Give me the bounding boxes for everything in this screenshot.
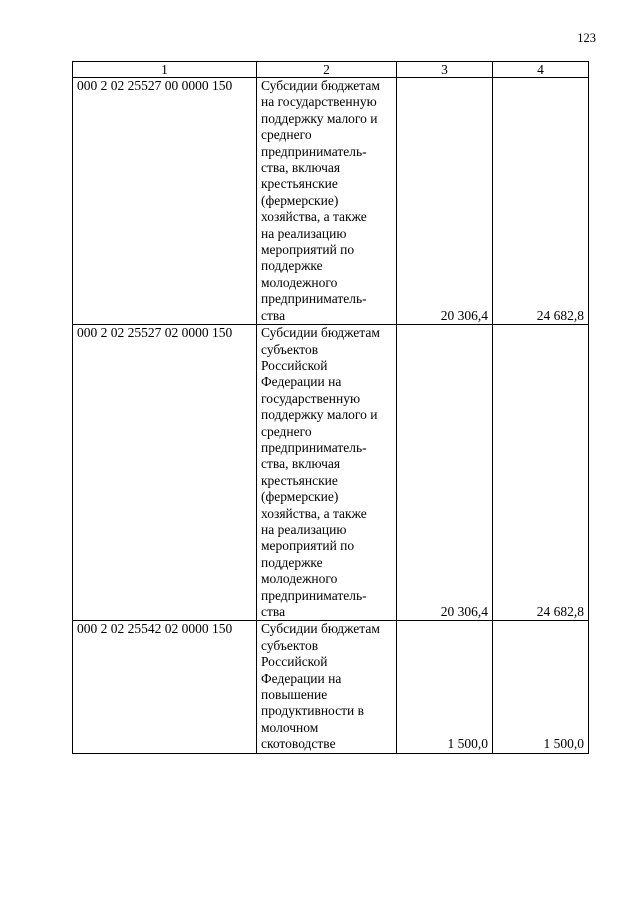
table-header (73, 62, 589, 78)
column-header-2: 2 (257, 62, 397, 78)
description-cell: Субсидии бюджетам субъектов Российской Федерации на государственную поддержку малого и среднего предприниматель- ства, включая крестьянские (фермерские) хозяйства, а также на реализацию мероприятий по поддержке молодежного предприниматель- ства (257, 325, 397, 621)
column-header-1: 1 (73, 62, 257, 78)
amount-col4-cell: 24 682,8 (493, 325, 589, 621)
description-cell: Субсидии бюджетам на государственную поддержку малого и среднего предприниматель- ства, включая крестьянские (фермерские) хозяйства, а также на реализацию мероприятий по поддержке молодежного предприниматель- ства (257, 78, 397, 325)
table-row (73, 325, 589, 621)
header-row (73, 62, 589, 78)
amount-col3-cell: 20 306,4 (397, 325, 493, 621)
budget-table (72, 61, 589, 754)
column-header-3: 3 (397, 62, 493, 78)
amount-col4-cell: 24 682,8 (493, 78, 589, 325)
budget-code-cell: 000 2 02 25527 02 0000 150 (73, 325, 257, 621)
table-row (73, 621, 589, 753)
amount-col4-cell: 1 500,0 (493, 621, 589, 753)
page-number: 123 (577, 31, 596, 45)
table-body (73, 78, 589, 754)
budget-code-cell: 000 2 02 25527 00 0000 150 (73, 78, 257, 325)
amount-col3-cell: 20 306,4 (397, 78, 493, 325)
budget-code-cell: 000 2 02 25542 02 0000 150 (73, 621, 257, 753)
amount-col3-cell: 1 500,0 (397, 621, 493, 753)
column-header-4: 4 (493, 62, 589, 78)
table-row (73, 78, 589, 325)
description-cell: Субсидии бюджетам субъектов Российской Федерации на повышение продуктивности в молочном скотоводстве (257, 621, 397, 753)
